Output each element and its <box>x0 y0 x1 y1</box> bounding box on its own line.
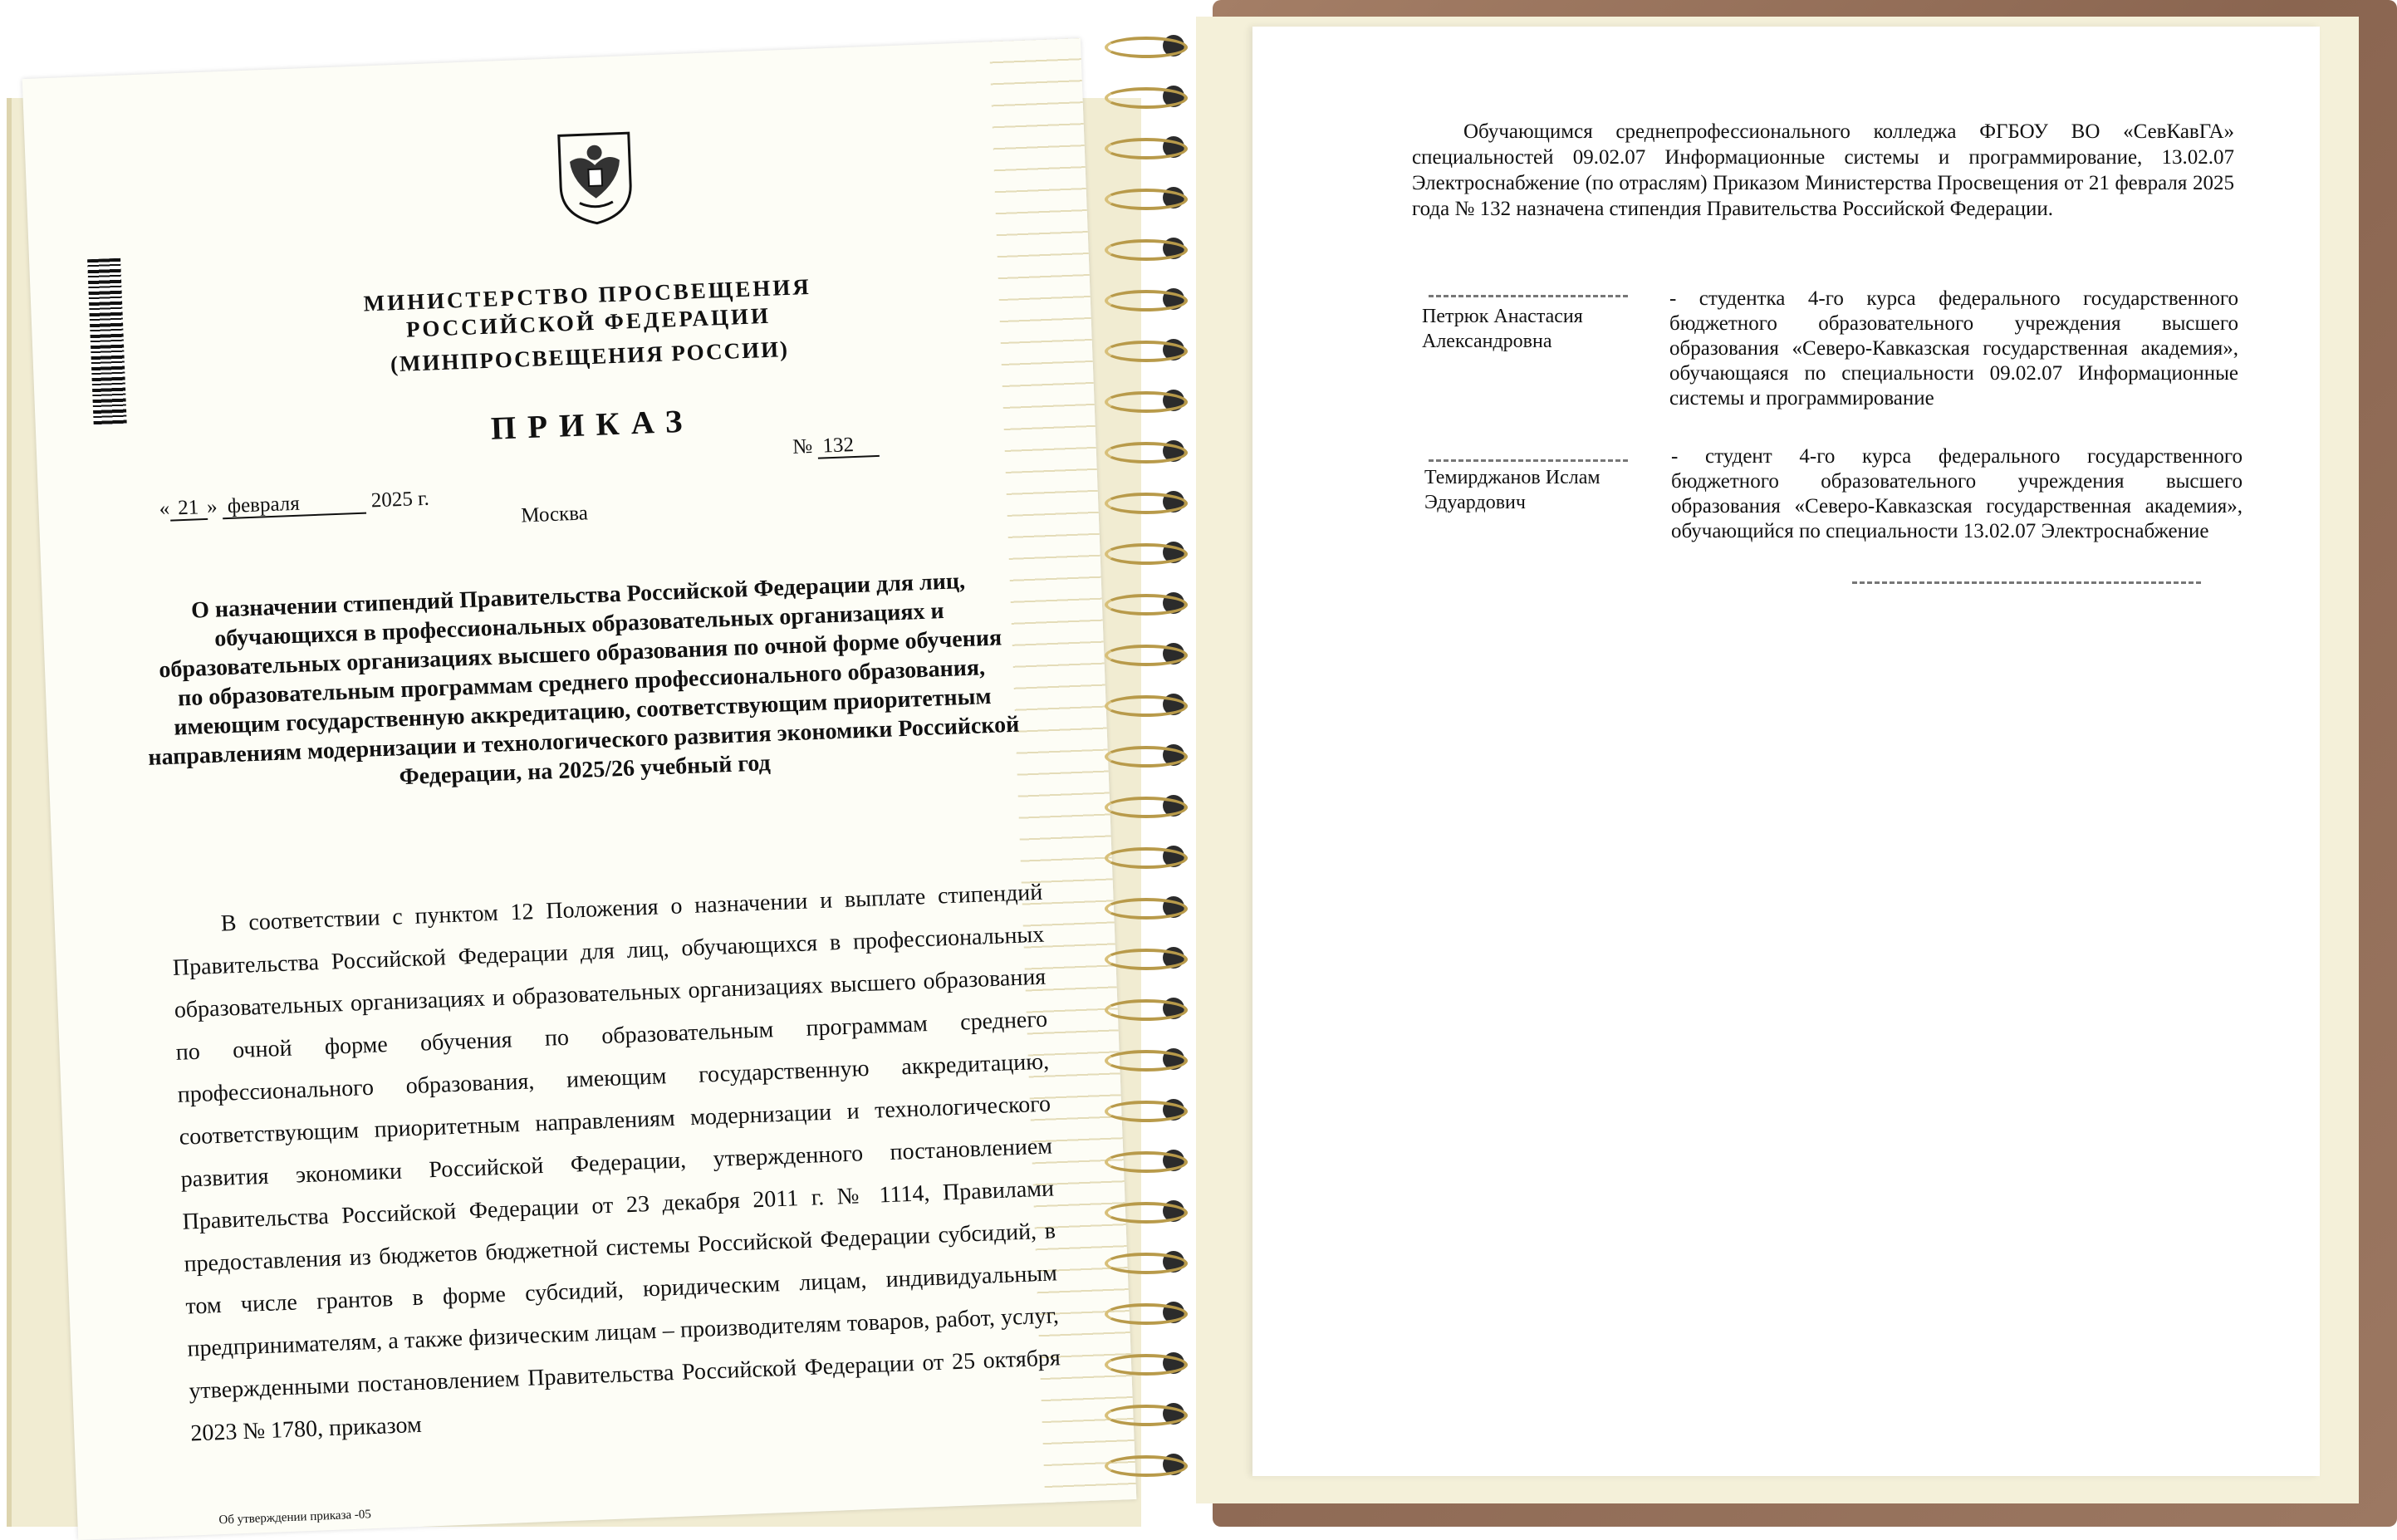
spiral-ring <box>1096 185 1196 208</box>
spiral-ring <box>1096 996 1196 1019</box>
date-month: февраля <box>222 490 366 520</box>
spiral-ring <box>1096 489 1196 513</box>
spiral-ring <box>1096 287 1196 310</box>
spiral-ring <box>1096 1401 1196 1425</box>
spiral-ring <box>1096 743 1196 766</box>
student-description: - студентка 4-го курса федерального государственного бюджетного образовательного учреждения высшего образования «Северо-Кавказская государственная академия», обучающаяся по специальности 09.02.07 Информационные системы и программирование <box>1669 287 2238 410</box>
order-date <box>159 488 429 521</box>
spiral-binding <box>1080 0 1213 1527</box>
document-type-heading: ПРИКАЗ <box>490 403 695 447</box>
order-number <box>792 433 880 459</box>
ministry-abbreviation: (МИНПРОСВЕЩЕНИЯ РОССИИ) <box>390 336 790 377</box>
spiral-ring <box>1096 1199 1196 1222</box>
spiral-ring <box>1096 1249 1196 1273</box>
page-footnote: Об утверждении приказа -05 <box>218 1508 372 1528</box>
order-body-text: В соответствии с пунктом 12 Положения о назначении и выплате стипендий Правительства Российской Федерации для лиц, обучающихся в профессиональных образовательных организациях и образовательных организациях высшего образования по очной форме обучения по образовательным программам среднего профессионального образования, имеющим государственную аккредитацию, соответствующим приоритетным направлениям модернизации и технологического развития экономики Российской Федерации, утвержденного постановлением Правительства Российской Федерации от 23 декабря 2011 г. № 1114, Правилами предоставления из бюджетов бюджетной системы Российской Федерации субсидий, в том числе грантов в форме субсидий, юридическим лицам, индивидуальным предпринимателям, а также физическим лицам – производителям товаров, работ, услуг, утвержденными постановлением Правительства Российской Федерации от 25 октября 2023 № 1780, приказом <box>172 879 1061 1447</box>
spiral-ring <box>1096 236 1196 259</box>
barcode <box>87 258 127 425</box>
spiral-ring <box>1096 1097 1196 1121</box>
spiral-ring <box>1096 1351 1196 1374</box>
spiral-ring <box>1096 1300 1196 1323</box>
spiral-ring <box>1096 641 1196 665</box>
spiral-ring <box>1096 1148 1196 1171</box>
spiral-ring <box>1096 337 1196 360</box>
spiral-ring <box>1096 135 1196 158</box>
spiral-ring <box>1096 692 1196 715</box>
city: Москва <box>520 502 589 527</box>
order-title: О назначении стипендий Правительства Российской Федерации для лиц, обучающихся в профессиональных образовательных организациях и образовательных организациях высшего образования по очной форме обучения по образовательным программам среднего профессионального образования, имеющим государственную аккредитацию, соответствующим приоритетным направлениям модернизации и технологического развития экономики Российской Федерации, на 2025/26 учебный год <box>147 567 1020 791</box>
ministry-name: МИНИСТЕРСТВО ПРОСВЕЩЕНИЯ РОССИЙСКОЙ ФЕДЕРАЦИИ <box>363 273 812 342</box>
spiral-ring <box>1096 1452 1196 1475</box>
student-name: Петрюк Анастасия Александровна <box>1422 306 1583 352</box>
spiral-ring <box>1096 388 1196 411</box>
spiral-ring <box>1096 33 1196 56</box>
spiral-ring <box>1096 945 1196 969</box>
spiral-ring <box>1096 793 1196 817</box>
coat-of-arms-emblem <box>551 126 639 229</box>
intro-paragraph: Обучающимся среднепрофессионального колледжа ФГБОУ ВО «СевКавГА» специальностей 09.02.07 Информационные системы и программирование, 13.02.07 Электроснабжение (по отраслям) Приказом Министерства Просвещения от 21 февраля 2025 года № 132 назначена стипендия Правительства Российской Федерации. <box>1412 120 2234 220</box>
left-page <box>22 38 1137 1540</box>
spiral-ring <box>1096 591 1196 614</box>
date-close-quote: » <box>206 495 218 518</box>
spiral-ring <box>1096 540 1196 563</box>
date-open-quote: « <box>159 497 170 521</box>
student-name: Темирджанов Ислам Эдуардович <box>1424 467 1600 513</box>
spiral-ring <box>1096 1047 1196 1070</box>
order-number-value: 132 <box>817 433 880 459</box>
right-page <box>1252 27 2320 1476</box>
spiral-ring <box>1096 84 1196 107</box>
spiral-ring <box>1096 895 1196 918</box>
spiral-ring <box>1096 844 1196 867</box>
date-year: 2025 г. <box>370 487 430 513</box>
student-description: - студент 4-го курса федерального государственного бюджетного образовательного учреждения высшего образования «Северо-Кавказская государственная академия», обучающийся по специальности 13.02.07 Электроснабжение <box>1671 445 2243 542</box>
spiral-ring <box>1096 439 1196 462</box>
date-day: 21 <box>169 496 208 522</box>
order-number-prefix: № <box>792 434 813 459</box>
